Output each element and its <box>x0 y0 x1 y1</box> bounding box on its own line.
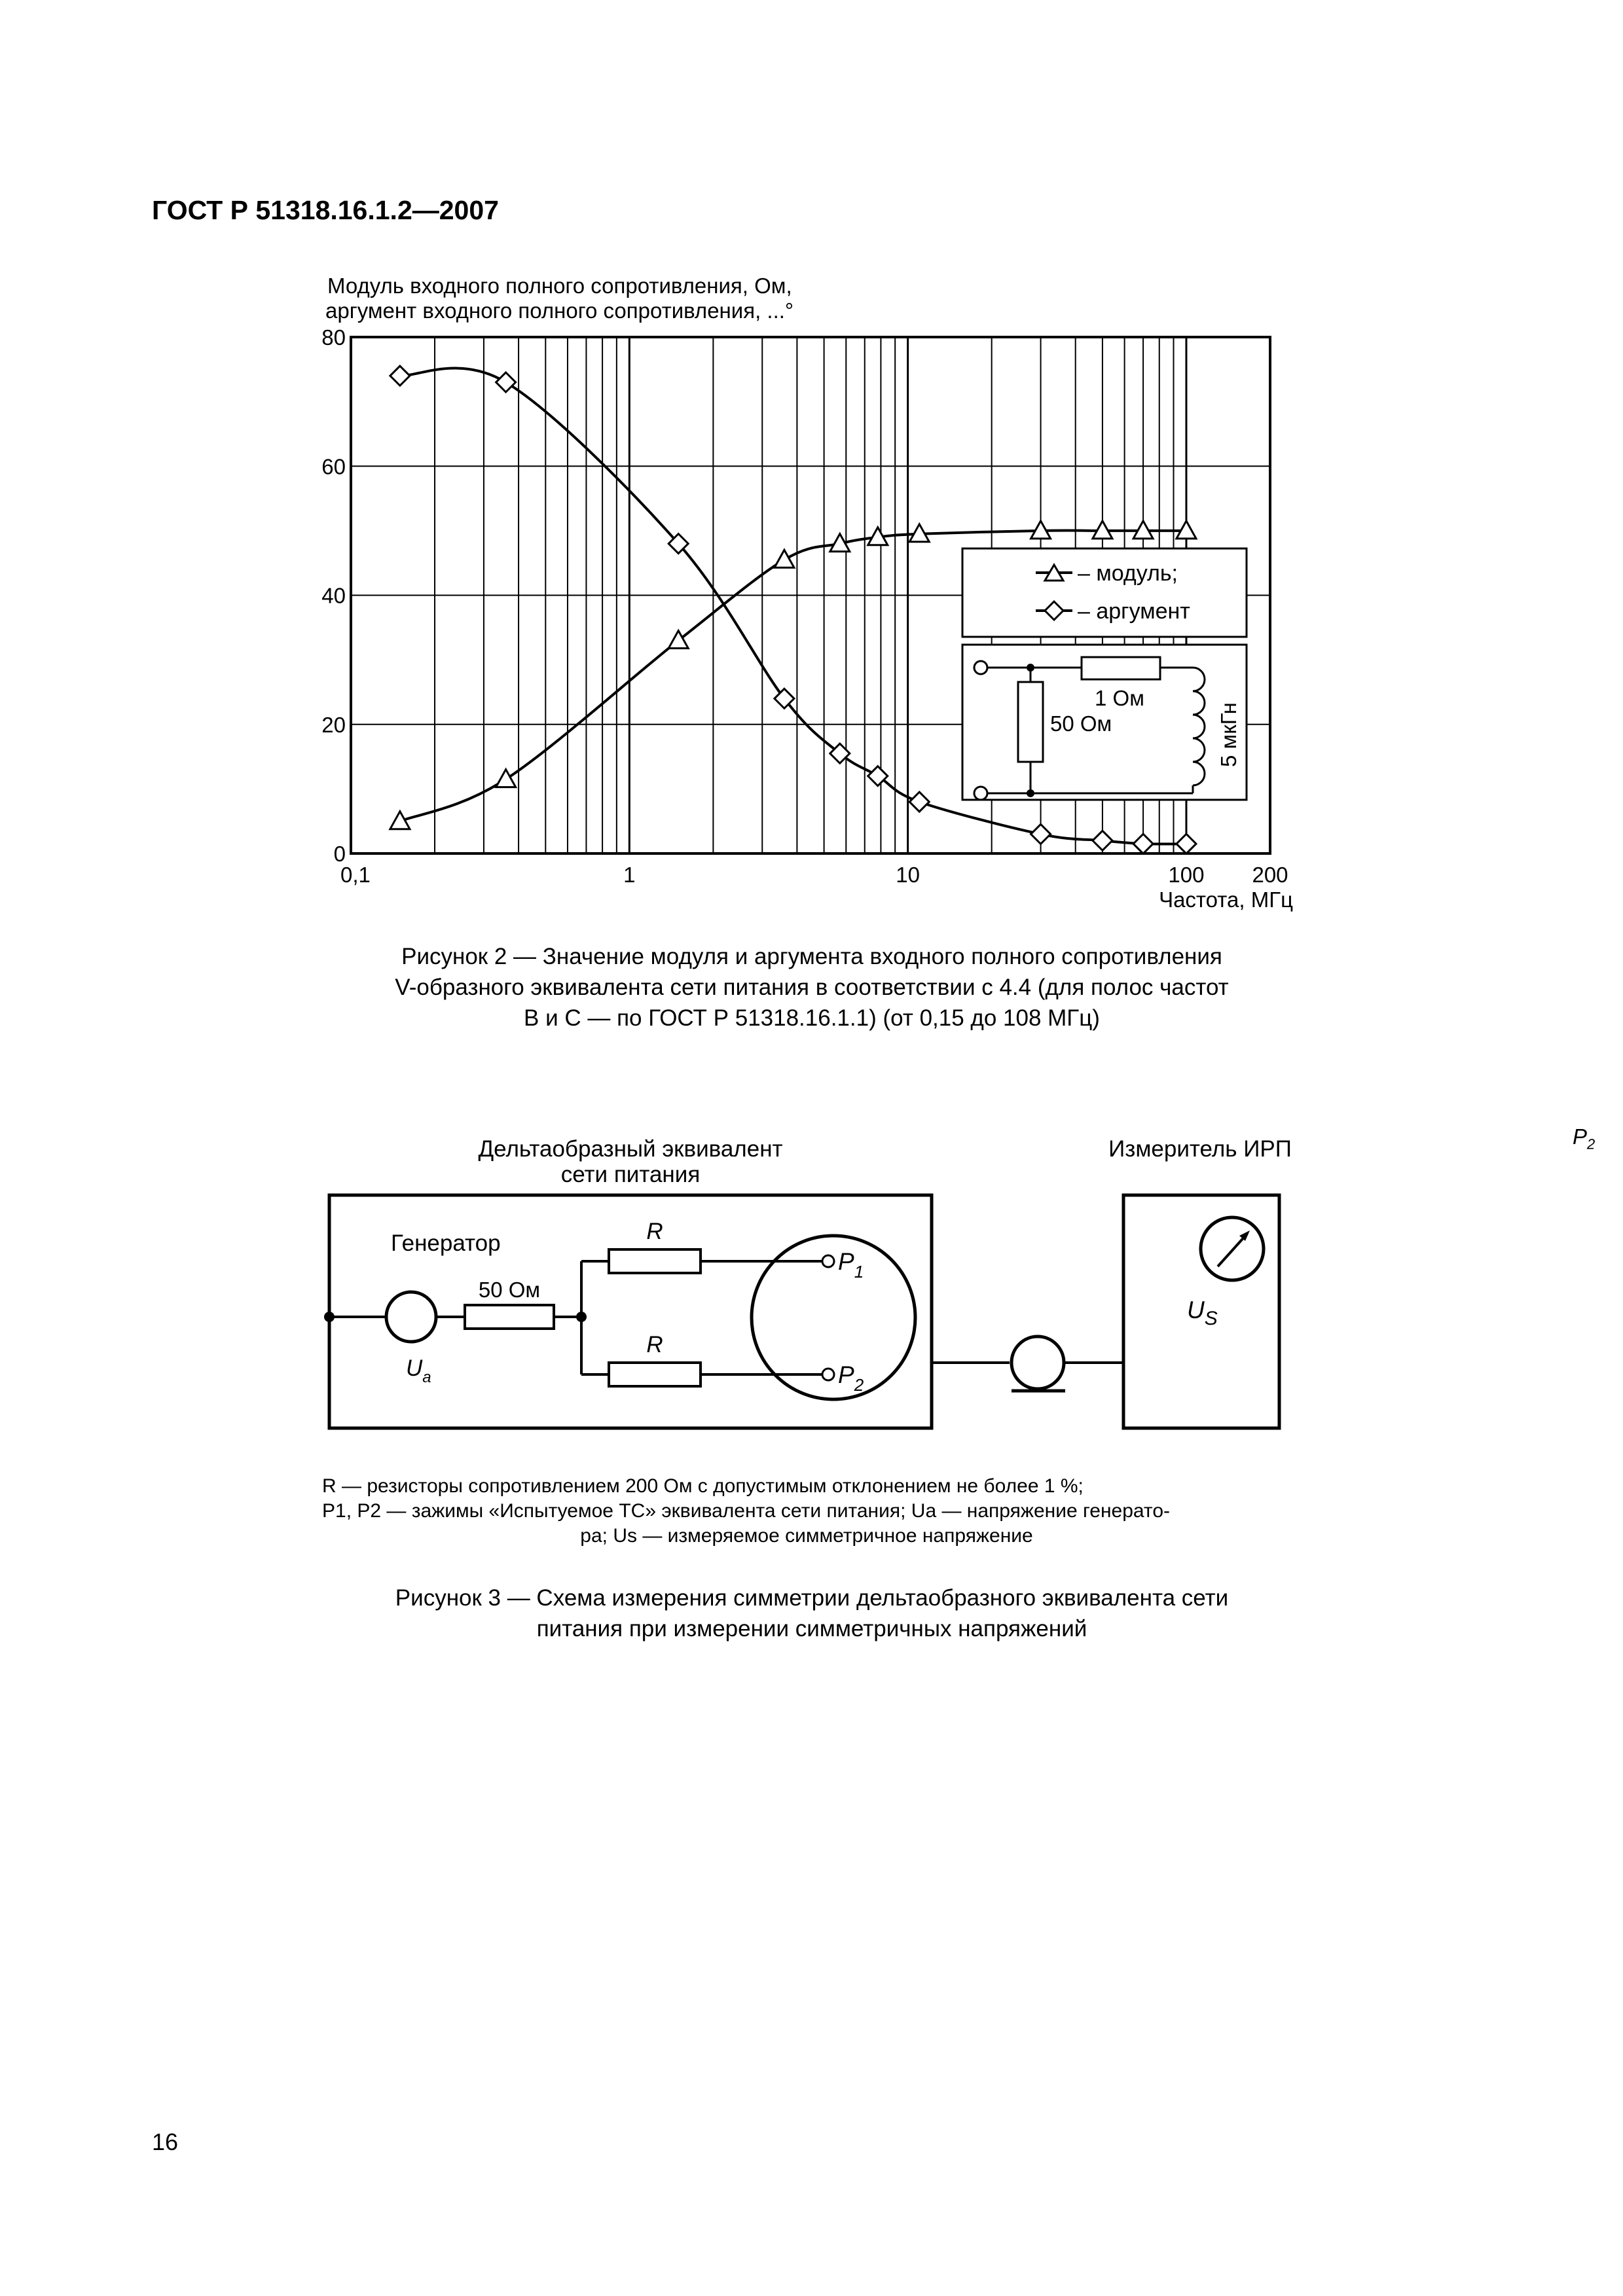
resistor-bottom <box>609 1363 701 1386</box>
figure2-caption-line2: V-образного эквивалента сети питания в соответствии с 4.4 (для полос частот <box>395 975 1229 1000</box>
y-tick-label: 40 <box>321 583 346 608</box>
inset-label-1ohm: 1 Ом <box>1095 686 1144 710</box>
figure2-caption-line3: B и C — по ГОСТ Р 51318.16.1.1) (от 0,15 до 108 МГц) <box>524 1005 1100 1031</box>
figure3-note-line1: R — резисторы сопротивлением 200 Ом с допустимым отклонением не более 1 %; <box>322 1475 1084 1497</box>
generator-source-icon <box>386 1292 436 1342</box>
measurement-diagram <box>324 1136 1292 1428</box>
inset-label-inductor: 5 мкГн <box>1216 702 1241 767</box>
inset-1ohm-resistor <box>1082 657 1160 679</box>
resistor-bottom-label: R <box>646 1332 663 1357</box>
figure3-note-line2: P1, P2 — зажимы «Испытуемое ТС» эквивалента сети питания; Ua — напряжение генерато- <box>322 1500 1170 1522</box>
inset-terminal-top <box>974 661 987 674</box>
inset-50ohm-resistor <box>1018 682 1043 762</box>
meter-voltage-label: $U_S$ <box>1187 1297 1218 1329</box>
x-tick-label: 100 <box>1168 863 1205 887</box>
x-axis-label: Частота, МГц <box>1159 888 1293 912</box>
x-tick-label: 1 <box>623 863 636 887</box>
right-box-title: Измеритель ИРП <box>1108 1136 1292 1162</box>
x-tick-label: 0,1 <box>340 863 371 887</box>
figure3-notes <box>322 1474 1291 1549</box>
x-tick-label: 200 <box>1252 863 1288 887</box>
balun-transformer-icon <box>1012 1336 1064 1389</box>
data-point-triangle <box>496 770 516 787</box>
data-point-diamond <box>1031 824 1051 844</box>
y-tick-label: 60 <box>321 454 346 479</box>
source-voltage-label: $U_a$ <box>406 1355 431 1386</box>
source-resistor <box>465 1305 554 1329</box>
left-box-title-line2: сети питания <box>560 1162 701 1187</box>
resistor-top <box>609 1249 701 1273</box>
y-tick-label: 80 <box>321 325 346 350</box>
corner-mark: $P_2$ <box>1573 1124 1596 1153</box>
x-tick-label: 10 <box>896 863 921 887</box>
resistor-top-label: R <box>646 1219 663 1244</box>
y-tick-label: 20 <box>321 712 346 737</box>
figure3-note-line3: ра; Us — измеряемое симметричное напряжение <box>580 1525 1033 1547</box>
data-point-diamond <box>390 366 410 386</box>
inset-terminal-bottom <box>974 787 987 800</box>
data-point-diamond <box>868 766 888 786</box>
data-point-triangle <box>668 631 688 649</box>
figure2-caption <box>314 941 1309 1033</box>
y-axis-label-line2: аргумент входного полного сопротивления, ...° <box>325 298 794 323</box>
figure3-caption-line2: питания при измерении симметричных напряжений <box>536 1616 1087 1641</box>
figure2-caption-line1: Рисунок 2 — Значение модуля и аргумента входного полного сопротивления <box>401 944 1222 969</box>
y-axis-label-line1: Модуль входного полного сопротивления, Ом, <box>327 274 792 298</box>
inset-circuit <box>962 645 1247 800</box>
source-resistor-label: 50 Ом <box>478 1278 541 1302</box>
document-header: ГОСТ Р 51318.16.1.2—2007 <box>152 195 499 225</box>
terminal-p2 <box>822 1369 834 1380</box>
data-point-diamond <box>1176 834 1196 853</box>
terminal-p1 <box>822 1255 834 1267</box>
legend-argument: – аргумент <box>1078 599 1190 624</box>
data-point-diamond <box>909 792 929 812</box>
terminal-p2-label: $P_2$ <box>838 1361 864 1395</box>
terminal-p1-label: $P_1$ <box>838 1248 864 1282</box>
impedance-chart <box>321 274 1293 912</box>
page-number: 16 <box>152 2128 179 2155</box>
data-point-diamond <box>1133 834 1153 853</box>
figure3-caption <box>314 1583 1309 1644</box>
generator-label: Генератор <box>391 1230 501 1256</box>
y-tick-label: 0 <box>333 842 346 866</box>
figure3-caption-line1: Рисунок 3 — Схема измерения симметрии дельтаобразного эквивалента сети <box>395 1585 1229 1611</box>
chart-legend <box>962 548 1247 637</box>
left-box-title-line1: Дельтаобразный эквивалент <box>478 1136 783 1162</box>
data-point-triangle <box>775 550 794 567</box>
legend-modulus: – модуль; <box>1078 561 1178 586</box>
data-point-diamond <box>1093 831 1112 850</box>
data-point-diamond <box>496 372 516 392</box>
inset-label-50ohm: 50 Ом <box>1050 711 1112 736</box>
